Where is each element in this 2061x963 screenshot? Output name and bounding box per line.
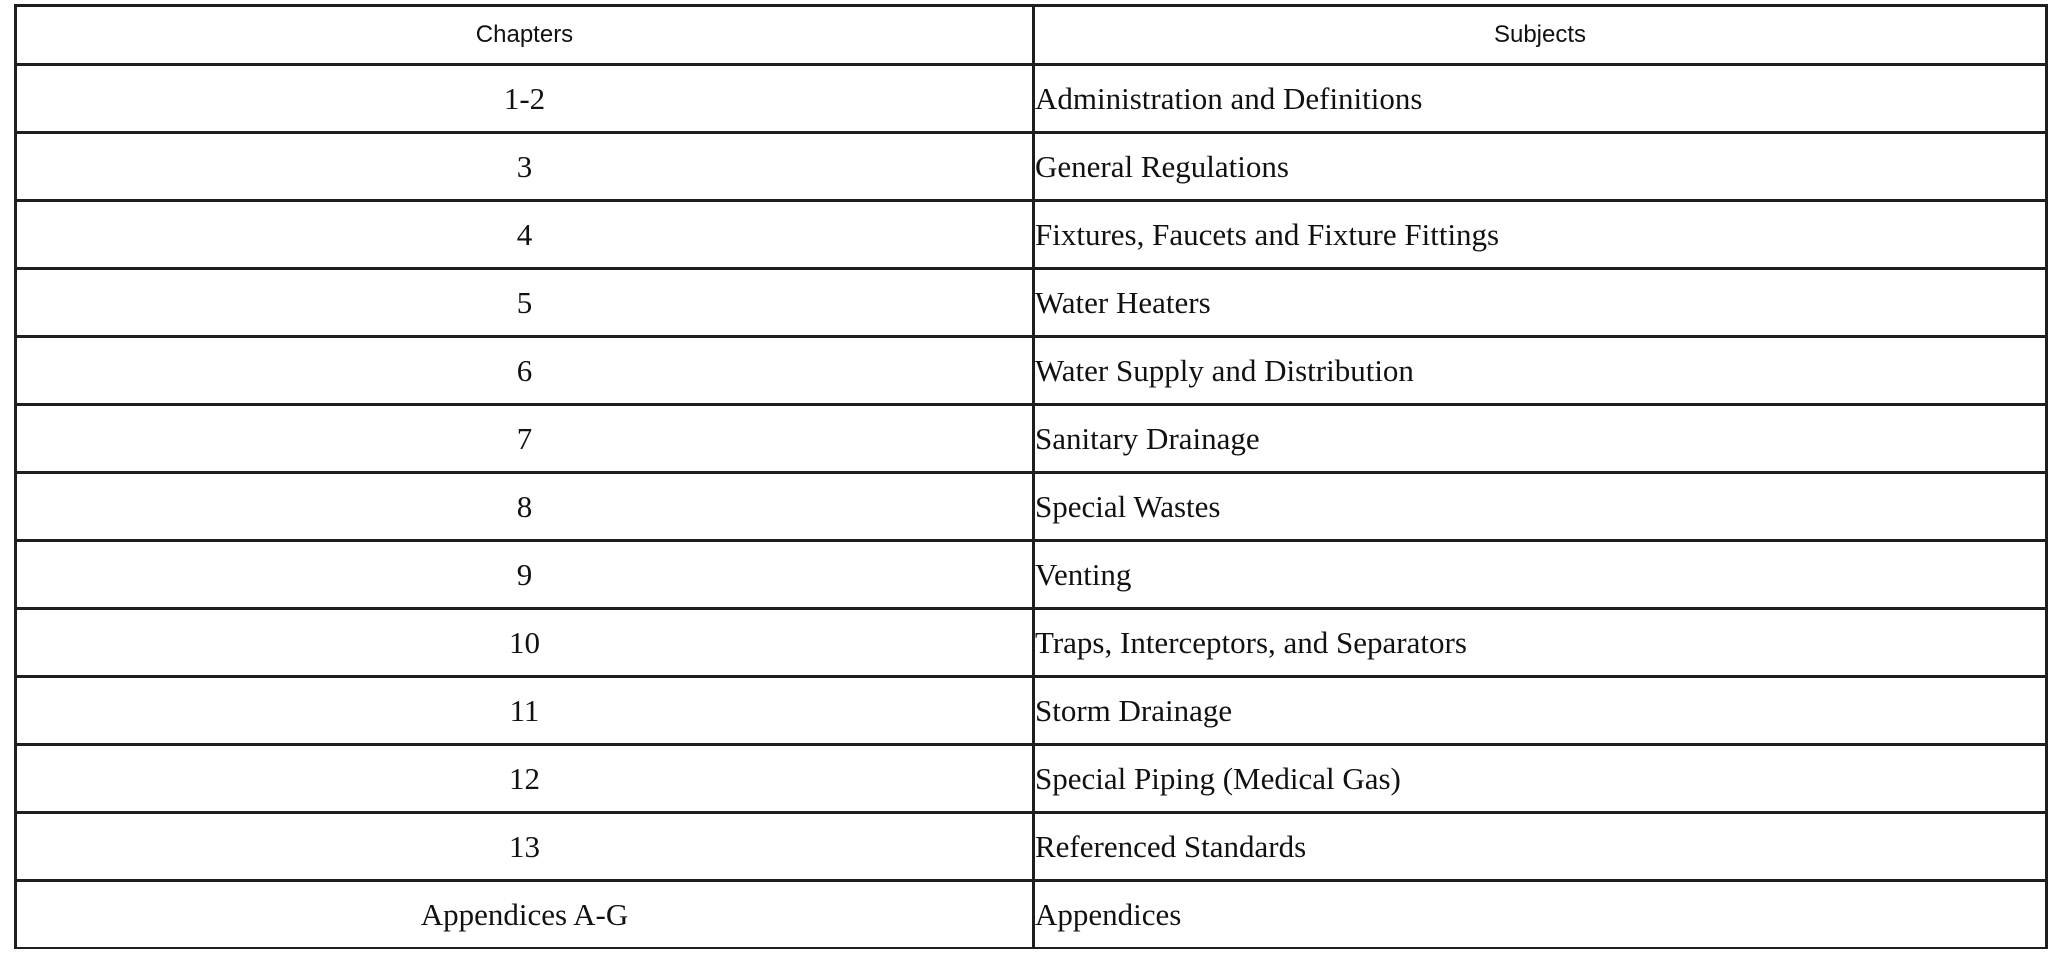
subject-cell: Storm Drainage (1034, 677, 2047, 745)
table-header-row (16, 6, 2047, 65)
subject-cell: Venting (1034, 541, 2047, 609)
chapter-cell: 8 (16, 473, 1034, 541)
chapter-cell: 13 (16, 813, 1034, 881)
chapter-cell: 12 (16, 745, 1034, 813)
subject-cell: Water Supply and Distribution (1034, 337, 2047, 405)
subject-cell: Special Wastes (1034, 473, 2047, 541)
chapter-cell: Appendices A-G (16, 881, 1034, 949)
chapter-cell: 6 (16, 337, 1034, 405)
table-row (16, 133, 2047, 201)
chapter-cell: 5 (16, 269, 1034, 337)
chapters-subjects-table (14, 4, 2048, 949)
subject-cell: Fixtures, Faucets and Fixture Fittings (1034, 201, 2047, 269)
subject-cell: Appendices (1034, 881, 2047, 949)
chapter-cell: 10 (16, 609, 1034, 677)
chapter-cell: 4 (16, 201, 1034, 269)
subject-cell: Water Heaters (1034, 269, 2047, 337)
chapter-cell: 3 (16, 133, 1034, 201)
table-row (16, 65, 2047, 133)
subject-cell: General Regulations (1034, 133, 2047, 201)
column-header-subjects: Subjects (1034, 6, 2047, 65)
column-header-chapters: Chapters (16, 6, 1034, 65)
table-row (16, 405, 2047, 473)
chapter-cell: 9 (16, 541, 1034, 609)
table-row (16, 269, 2047, 337)
table-row (16, 677, 2047, 745)
table-row (16, 337, 2047, 405)
chapter-cell: 11 (16, 677, 1034, 745)
table-row (16, 745, 2047, 813)
subject-cell: Referenced Standards (1034, 813, 2047, 881)
subject-cell: Traps, Interceptors, and Separators (1034, 609, 2047, 677)
subject-cell: Sanitary Drainage (1034, 405, 2047, 473)
subject-cell: Administration and Definitions (1034, 65, 2047, 133)
chapter-cell: 7 (16, 405, 1034, 473)
chapter-cell: 1-2 (16, 65, 1034, 133)
table-row (16, 473, 2047, 541)
table-row (16, 541, 2047, 609)
table-row (16, 201, 2047, 269)
subject-cell: Special Piping (Medical Gas) (1034, 745, 2047, 813)
table-row (16, 609, 2047, 677)
table-body (16, 65, 2047, 949)
table-row (16, 813, 2047, 881)
table-row (16, 881, 2047, 949)
